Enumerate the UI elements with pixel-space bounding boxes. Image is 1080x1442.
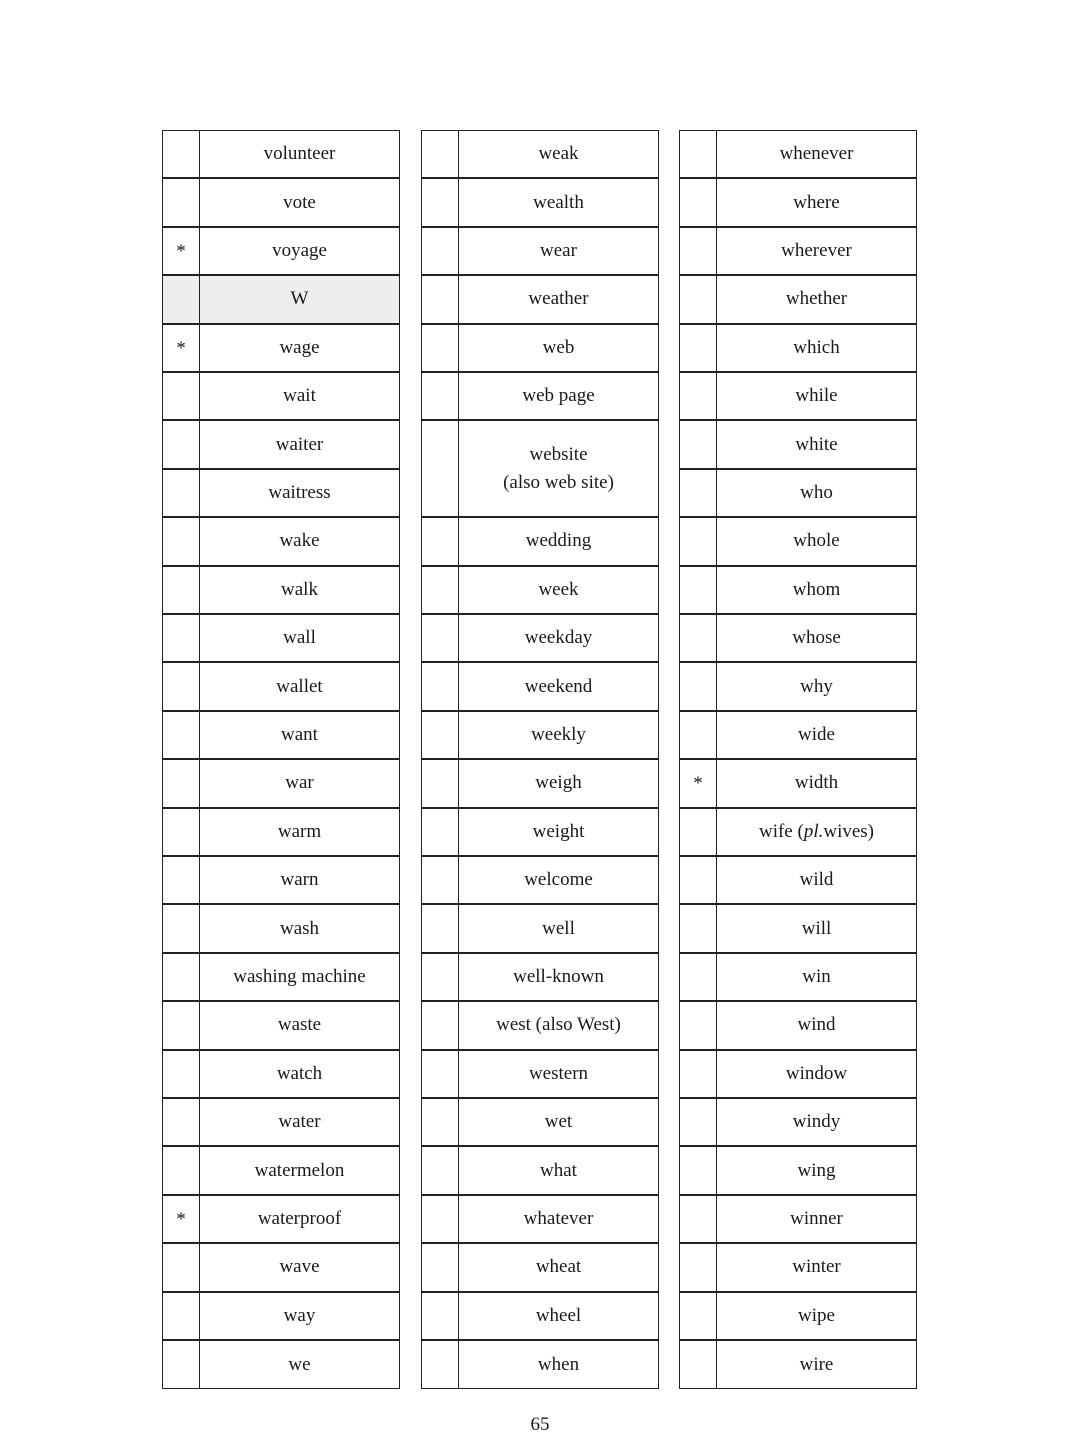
word-cell: warn (280, 869, 319, 891)
star-mark (163, 1244, 200, 1290)
word-row (422, 1293, 658, 1341)
word-row (163, 809, 399, 857)
star-mark (163, 760, 200, 806)
star-mark (680, 905, 717, 951)
star-mark (680, 131, 717, 177)
word-row (422, 1147, 658, 1195)
page-number: 65 (530, 1414, 550, 1435)
word-row (163, 857, 399, 905)
word-text: website (529, 443, 588, 465)
star-mark (680, 421, 717, 467)
word-cell: why (800, 675, 833, 697)
word-cell: vote (283, 191, 316, 213)
word-row (163, 905, 399, 953)
star-mark (163, 1051, 200, 1097)
word-row (680, 760, 916, 808)
word-row (422, 567, 658, 615)
word-row (680, 712, 916, 760)
word-row (422, 179, 658, 227)
word-row (163, 567, 399, 615)
word-row (422, 1244, 658, 1292)
word-row (680, 615, 916, 663)
star-mark (163, 1341, 200, 1389)
star-mark (680, 1293, 717, 1339)
star-mark (163, 470, 200, 516)
star-mark (680, 1051, 717, 1097)
star-mark (422, 228, 459, 274)
word-row (163, 1051, 399, 1099)
word-row (163, 470, 399, 518)
word-cell: web page (522, 385, 595, 407)
word-row (680, 131, 916, 179)
star-mark (680, 567, 717, 613)
star-mark (680, 809, 717, 855)
word-note: (also web site) (503, 471, 614, 493)
star-mark (680, 1099, 717, 1145)
word-cell: W (290, 288, 309, 310)
word-cell: wind (797, 1014, 836, 1036)
star-mark (163, 131, 200, 177)
star-mark: * (163, 228, 200, 274)
word-row (422, 1051, 658, 1099)
star-mark (422, 1293, 459, 1339)
star-mark (163, 179, 200, 225)
word-row (163, 276, 399, 324)
word-row (680, 1244, 916, 1292)
word-cell: waterproof (257, 1207, 342, 1229)
word-row (422, 228, 658, 276)
star-mark (680, 663, 717, 709)
word-row (163, 325, 399, 373)
word-row (422, 1196, 658, 1244)
word-row (163, 1341, 399, 1389)
word-cell: we (288, 1354, 311, 1376)
word-cell: web (542, 336, 575, 358)
word-cell: week (538, 578, 579, 600)
word-column-1 (162, 130, 400, 1389)
word-cell: who (800, 481, 833, 503)
word-row (680, 1099, 916, 1147)
word-row (422, 663, 658, 711)
word-row (163, 1002, 399, 1050)
word-row (163, 373, 399, 421)
star-mark (422, 1341, 459, 1389)
word-cell: white (795, 433, 838, 455)
star-mark (163, 373, 200, 419)
word-row (680, 1293, 916, 1341)
star-mark (422, 325, 459, 371)
word-row (422, 325, 658, 373)
word-cell: water (278, 1111, 321, 1133)
word-cell: watch (276, 1062, 323, 1084)
star-mark (422, 760, 459, 806)
word-row (422, 276, 658, 324)
word-cell: wheat (535, 1256, 582, 1278)
word-cell: wild (799, 869, 834, 891)
star-mark (163, 1293, 200, 1339)
star-mark (680, 325, 717, 371)
star-mark (422, 518, 459, 564)
word-cell: wealth (533, 191, 584, 213)
word-column-3 (679, 130, 917, 1389)
star-mark (680, 276, 717, 322)
word-row (680, 325, 916, 373)
star-mark (422, 131, 459, 177)
star-mark (163, 421, 200, 467)
star-mark (680, 1196, 717, 1242)
word-row (163, 1293, 399, 1341)
word-cell: weak (538, 143, 579, 165)
star-mark (680, 712, 717, 758)
star-mark (422, 1196, 459, 1242)
word-cell: wire (799, 1354, 834, 1376)
word-cell: what (540, 1159, 577, 1181)
star-mark (163, 712, 200, 758)
word-row (163, 131, 399, 179)
word-cell: welcome (524, 869, 593, 891)
word-row (163, 179, 399, 227)
star-mark (422, 1051, 459, 1097)
word-cell: wave (279, 1256, 320, 1278)
word-cell: weekly (531, 723, 586, 745)
star-mark (680, 470, 717, 516)
word-row (680, 1147, 916, 1195)
word-row (163, 421, 399, 469)
word-cell: wash (279, 917, 320, 939)
word-row (680, 276, 916, 324)
word-cell: well-known (513, 965, 604, 987)
word-cell: waitress (268, 481, 331, 503)
word-cell: whose (792, 627, 841, 649)
word-cell: weigh (535, 772, 582, 794)
star-mark (680, 1341, 717, 1389)
word-cell: weight (532, 820, 585, 842)
star-mark (680, 1147, 717, 1193)
star-mark (422, 712, 459, 758)
star-mark (680, 954, 717, 1000)
word-row (680, 1002, 916, 1050)
star-mark (422, 905, 459, 951)
word-cell: wall (283, 627, 316, 649)
word-row (422, 954, 658, 1002)
star-mark (422, 1002, 459, 1048)
star-mark (163, 1099, 200, 1145)
star-mark (163, 905, 200, 951)
word-cell: while (795, 385, 838, 407)
word-row (163, 760, 399, 808)
word-cell: winner (790, 1207, 843, 1229)
word-cell: whether (785, 288, 848, 310)
star-mark (680, 518, 717, 564)
word-cell: wait (283, 385, 316, 407)
word-cell: wide (798, 723, 835, 745)
word-row (163, 712, 399, 760)
word-row (163, 518, 399, 566)
word-cell: window (785, 1062, 848, 1084)
word-row (680, 470, 916, 518)
word-cell: volunteer (263, 143, 336, 165)
star-mark (422, 615, 459, 661)
word-row (163, 1244, 399, 1292)
word-cell: watermelon (254, 1159, 345, 1181)
word-cell: where (793, 191, 840, 213)
star-mark (680, 857, 717, 903)
word-cell: washing machine (233, 965, 366, 987)
word-row (422, 905, 658, 953)
word-cell: whenever (779, 143, 854, 165)
word-cell: wipe (798, 1304, 835, 1326)
word-row (422, 1341, 658, 1389)
star-mark (163, 663, 200, 709)
word-row (422, 760, 658, 808)
star-mark (163, 276, 200, 322)
word-cell: wallet (276, 675, 323, 697)
word-cell: winter (792, 1256, 841, 1278)
star-mark (422, 179, 459, 225)
word-cell: wing (797, 1159, 836, 1181)
word-cell: well (542, 917, 575, 939)
word-row (422, 857, 658, 905)
word-cell: wage (279, 336, 320, 358)
word-row (163, 615, 399, 663)
star-mark (422, 1147, 459, 1193)
word-cell: when (537, 1354, 580, 1376)
star-mark (422, 421, 459, 516)
word-row (680, 179, 916, 227)
word-row (422, 131, 658, 179)
star-mark (680, 373, 717, 419)
star-mark (680, 179, 717, 225)
star-mark: * (680, 760, 717, 806)
word-cell: weather (528, 288, 589, 310)
word-column-2 (421, 130, 659, 1389)
word-row (680, 373, 916, 421)
word-cell: want (281, 723, 318, 745)
word-row (680, 857, 916, 905)
star-mark (680, 1244, 717, 1290)
word-cell: walk (281, 578, 318, 600)
word-row (422, 373, 658, 421)
word-row (163, 663, 399, 711)
word-row (422, 809, 658, 857)
word-cell: west (also West) (496, 1014, 621, 1036)
word-row (163, 954, 399, 1002)
word-row (422, 518, 658, 566)
word-cell: weekday (524, 627, 593, 649)
word-cell: which (793, 336, 840, 358)
word-row (422, 421, 658, 518)
star-mark: * (163, 1196, 200, 1242)
word-row (163, 1196, 399, 1244)
word-cell: wake (279, 530, 320, 552)
word-cell: voyage (272, 239, 327, 261)
word-cell: width (794, 772, 839, 794)
word-cell: win (802, 965, 831, 987)
star-mark (422, 567, 459, 613)
word-cell: will (801, 917, 832, 939)
star-mark (163, 1002, 200, 1048)
word-row (680, 567, 916, 615)
star-mark (163, 1147, 200, 1193)
word-row (680, 905, 916, 953)
word-cell: wife ( pl. wives) (758, 820, 875, 842)
word-row (422, 1002, 658, 1050)
star-mark: * (163, 325, 200, 371)
word-row (163, 1099, 399, 1147)
word-row (422, 1099, 658, 1147)
word-cell: whatever (523, 1207, 594, 1229)
star-mark (422, 954, 459, 1000)
star-mark (422, 1244, 459, 1290)
word-cell: wheel (535, 1304, 582, 1326)
star-mark (422, 857, 459, 903)
star-mark (163, 518, 200, 564)
star-mark (680, 228, 717, 274)
star-mark (163, 809, 200, 855)
word-row (680, 1051, 916, 1099)
word-cell: wear (540, 239, 577, 261)
word-row (680, 1196, 916, 1244)
word-cell: western (528, 1062, 589, 1084)
star-mark (422, 663, 459, 709)
word-cell: windy (792, 1111, 841, 1133)
star-mark (163, 567, 200, 613)
word-cell: warm (277, 820, 322, 842)
word-cell (459, 421, 658, 516)
word-cell: whom (792, 578, 841, 600)
word-row (680, 421, 916, 469)
star-mark (422, 1099, 459, 1145)
word-row (163, 228, 399, 276)
star-mark (163, 954, 200, 1000)
star-mark (680, 615, 717, 661)
star-mark (422, 373, 459, 419)
word-cell: war (285, 772, 314, 794)
word-row (680, 663, 916, 711)
word-cell: wet (544, 1111, 573, 1133)
word-cell: way (283, 1304, 316, 1326)
word-cell: wherever (781, 239, 852, 261)
star-mark (163, 857, 200, 903)
word-row (422, 615, 658, 663)
word-cell: waste (277, 1014, 322, 1036)
word-cell: weekend (524, 675, 593, 697)
word-row (680, 954, 916, 1002)
word-row (680, 1341, 916, 1389)
star-mark (422, 809, 459, 855)
word-row (163, 1147, 399, 1195)
word-cell: waiter (275, 433, 324, 455)
star-mark (422, 276, 459, 322)
word-row (680, 809, 916, 857)
word-cell: whole (793, 530, 840, 552)
star-mark (680, 1002, 717, 1048)
star-mark (163, 615, 200, 661)
word-row (680, 228, 916, 276)
word-cell: wedding (525, 530, 592, 552)
word-row (422, 712, 658, 760)
word-row (680, 518, 916, 566)
